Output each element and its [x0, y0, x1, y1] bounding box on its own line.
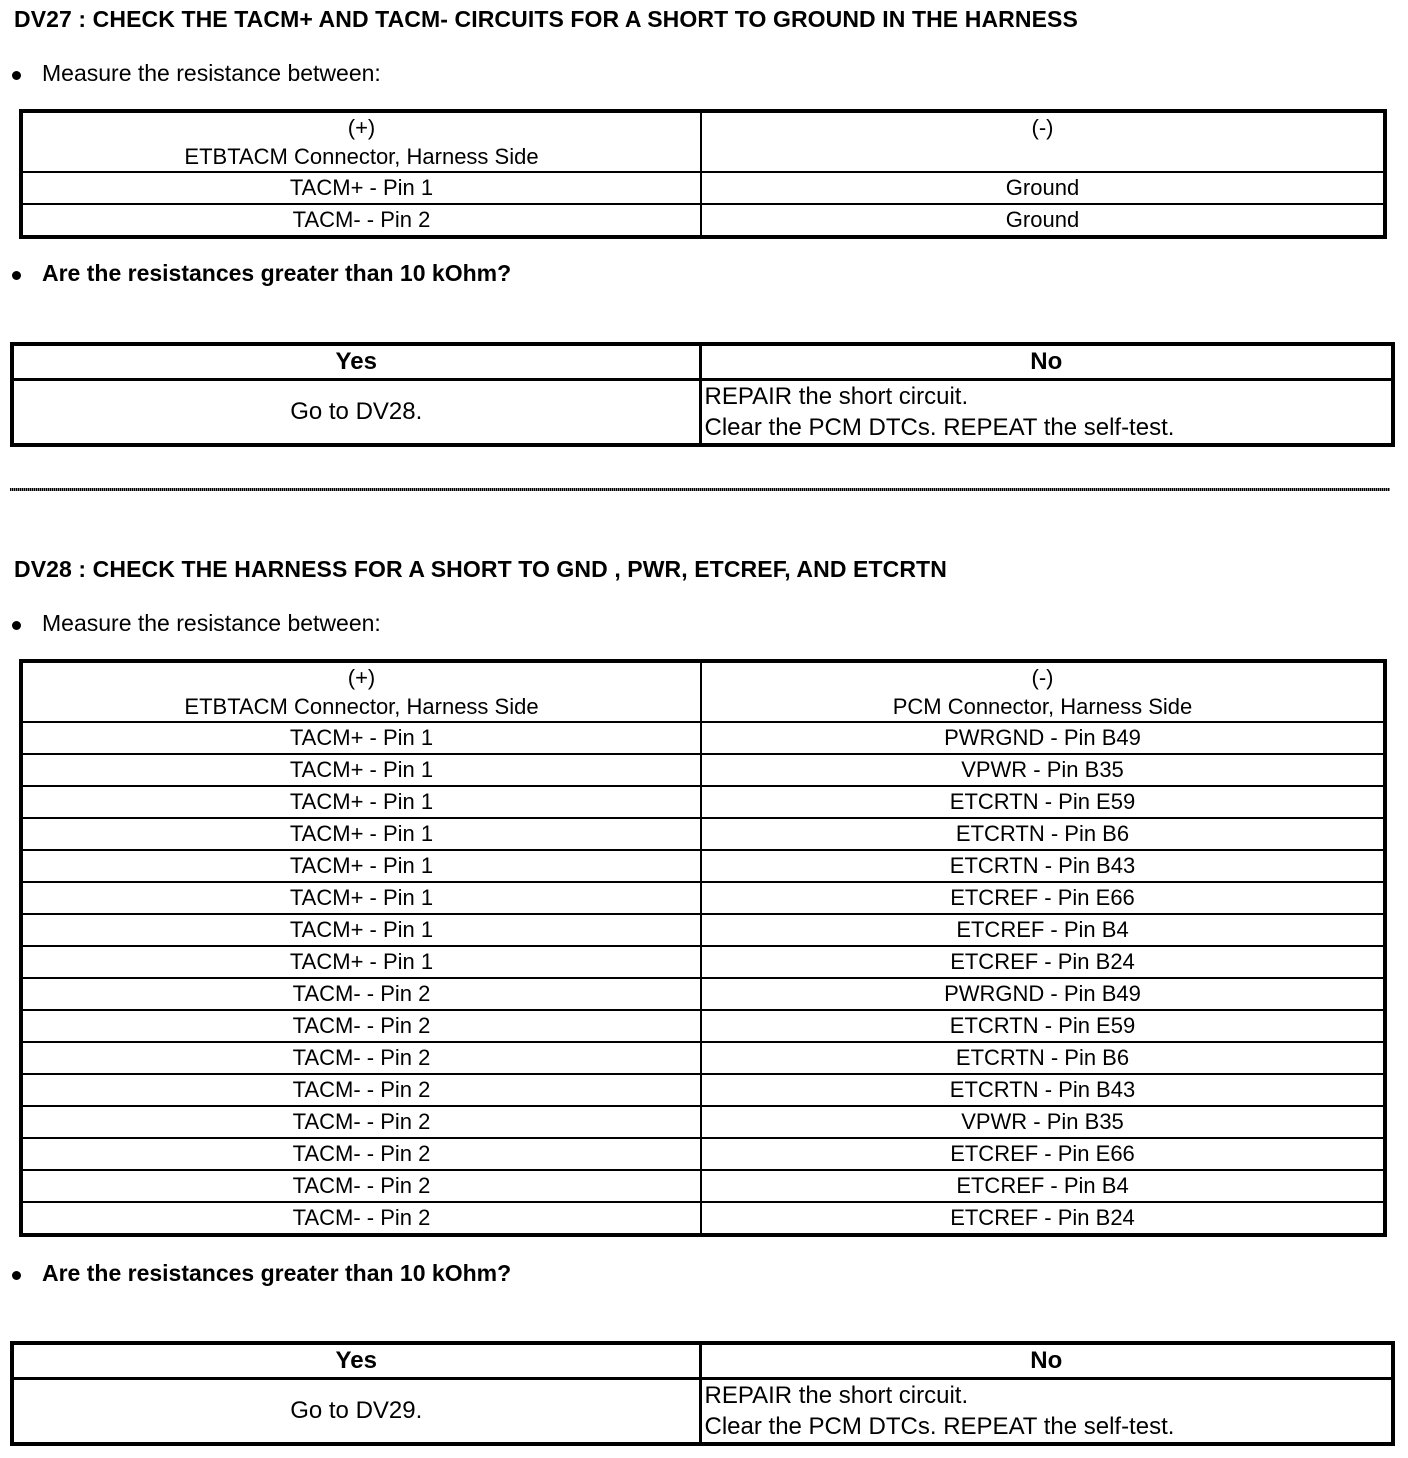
plus-cell: TACM- - Pin 2	[21, 1106, 701, 1138]
minus-cell: ETCRTN - Pin B6	[701, 818, 1385, 850]
dv27-question	[12, 260, 511, 287]
yes-action: Go to DV29.	[12, 1379, 700, 1445]
plus-cell: TACM- - Pin 2	[21, 1170, 701, 1202]
minus-header: (-)	[1031, 665, 1054, 690]
no-action-cell	[700, 380, 1393, 446]
minus-cell: ETCRTN - Pin E59	[701, 1010, 1385, 1042]
minus-cell: ETCREF - Pin E66	[701, 1138, 1385, 1170]
answer-header-row	[12, 1343, 1393, 1379]
table-row	[21, 914, 1385, 946]
bullet-icon	[12, 1271, 21, 1280]
plus-cell: TACM- - Pin 2	[21, 1202, 701, 1235]
minus-cell: ETCREF - Pin B4	[701, 914, 1385, 946]
dv28-title: DV28 : CHECK THE HARNESS FOR A SHORT TO GND , PWR, ETCREF, AND ETCRTN	[14, 556, 947, 582]
plus-cell: TACM- - Pin 2	[21, 978, 701, 1010]
table-row	[21, 850, 1385, 882]
no-action-cell	[700, 1379, 1393, 1445]
answer-header-row	[12, 344, 1393, 380]
no-action-line-2: Clear the PCM DTCs. REPEAT the self-test.	[704, 1413, 1175, 1440]
plus-cell: TACM+ - Pin 1	[21, 850, 701, 882]
minus-subheader: PCM Connector, Harness Side	[892, 694, 1193, 719]
minus-cell: ETCRTN - Pin B43	[701, 850, 1385, 882]
table-row	[21, 978, 1385, 1010]
no-header: No	[700, 344, 1393, 380]
dv28-measure-text: Measure the resistance between:	[42, 610, 381, 636]
dv28-measurement-table	[19, 659, 1387, 1237]
minus-cell: ETCRTN - Pin B6	[701, 1042, 1385, 1074]
minus-cell: Ground	[701, 172, 1385, 204]
table-header-row	[21, 661, 1385, 722]
minus-cell: ETCREF - Pin B4	[701, 1170, 1385, 1202]
minus-cell: PWRGND - Pin B49	[701, 722, 1385, 754]
table-row	[21, 172, 1385, 204]
plus-subheader: ETBTACM Connector, Harness Side	[184, 144, 539, 169]
plus-cell: TACM+ - Pin 1	[21, 946, 701, 978]
yes-header: Yes	[12, 344, 700, 380]
bullet-icon	[12, 621, 21, 630]
bullet-icon	[12, 71, 21, 80]
table-row	[21, 1042, 1385, 1074]
yes-action: Go to DV28.	[12, 380, 700, 446]
plus-cell: TACM- - Pin 2	[21, 1074, 701, 1106]
dv27-measurement-table	[19, 109, 1387, 239]
plus-subheader: ETBTACM Connector, Harness Side	[184, 694, 539, 719]
table-row	[21, 882, 1385, 914]
plus-cell: TACM+ - Pin 1	[21, 754, 701, 786]
minus-cell: ETCRTN - Pin B43	[701, 1074, 1385, 1106]
plus-cell: TACM- - Pin 2	[21, 1042, 701, 1074]
dv27-title: DV27 : CHECK THE TACM+ AND TACM- CIRCUITS FOR A SHORT TO GROUND IN THE HARNESS	[14, 6, 1078, 32]
minus-cell: ETCREF - Pin B24	[701, 1202, 1385, 1235]
plus-cell: TACM+ - Pin 1	[21, 818, 701, 850]
plus-cell: TACM+ - Pin 1	[21, 786, 701, 818]
minus-cell: ETCREF - Pin B24	[701, 946, 1385, 978]
no-action-line-2: Clear the PCM DTCs. REPEAT the self-test.	[704, 414, 1175, 441]
dv28-measure-instruction	[12, 610, 381, 637]
answer-row	[12, 380, 1393, 446]
table-row	[21, 786, 1385, 818]
table-row	[21, 1170, 1385, 1202]
table-row	[21, 1010, 1385, 1042]
plus-cell: TACM+ - Pin 1	[21, 914, 701, 946]
no-action-line-1: REPAIR the short circuit.	[704, 1382, 969, 1409]
table-row	[21, 722, 1385, 754]
table-row	[21, 754, 1385, 786]
minus-cell: VPWR - Pin B35	[701, 1106, 1385, 1138]
plus-cell: TACM- - Pin 2	[21, 1138, 701, 1170]
no-action-line-1: REPAIR the short circuit.	[704, 383, 969, 410]
table-header-row	[21, 111, 1385, 172]
table-row	[21, 1074, 1385, 1106]
minus-header-cell	[701, 111, 1385, 172]
plus-cell: TACM- - Pin 2	[21, 204, 701, 237]
answer-row	[12, 1379, 1393, 1445]
minus-cell: PWRGND - Pin B49	[701, 978, 1385, 1010]
table-row	[21, 204, 1385, 237]
minus-cell: ETCRTN - Pin E59	[701, 786, 1385, 818]
minus-cell: ETCREF - Pin E66	[701, 882, 1385, 914]
plus-cell: TACM+ - Pin 1	[21, 172, 701, 204]
plus-header: (+)	[347, 665, 376, 690]
table-row	[21, 1106, 1385, 1138]
section-divider	[10, 488, 1390, 491]
bullet-icon	[12, 271, 21, 280]
dv27-measure-instruction	[12, 60, 381, 87]
table-row	[21, 1138, 1385, 1170]
no-header: No	[700, 1343, 1393, 1379]
dv27-question-text: Are the resistances greater than 10 kOhm?	[42, 260, 512, 286]
dv28-question	[12, 1260, 511, 1287]
plus-cell: TACM- - Pin 2	[21, 1010, 701, 1042]
minus-header: (-)	[1031, 115, 1054, 140]
table-row	[21, 946, 1385, 978]
plus-header-cell	[21, 661, 701, 722]
plus-cell: TACM+ - Pin 1	[21, 722, 701, 754]
minus-cell: VPWR - Pin B35	[701, 754, 1385, 786]
dv27-measure-text: Measure the resistance between:	[42, 60, 381, 86]
dv27-answer-table	[10, 342, 1395, 447]
minus-header-cell	[701, 661, 1385, 722]
table-row	[21, 1202, 1385, 1235]
yes-header: Yes	[12, 1343, 700, 1379]
dv28-question-text: Are the resistances greater than 10 kOhm?	[42, 1260, 512, 1286]
dv28-answer-table	[10, 1341, 1395, 1446]
plus-header: (+)	[347, 115, 376, 140]
plus-header-cell	[21, 111, 701, 172]
minus-cell: Ground	[701, 204, 1385, 237]
table-row	[21, 818, 1385, 850]
plus-cell: TACM+ - Pin 1	[21, 882, 701, 914]
